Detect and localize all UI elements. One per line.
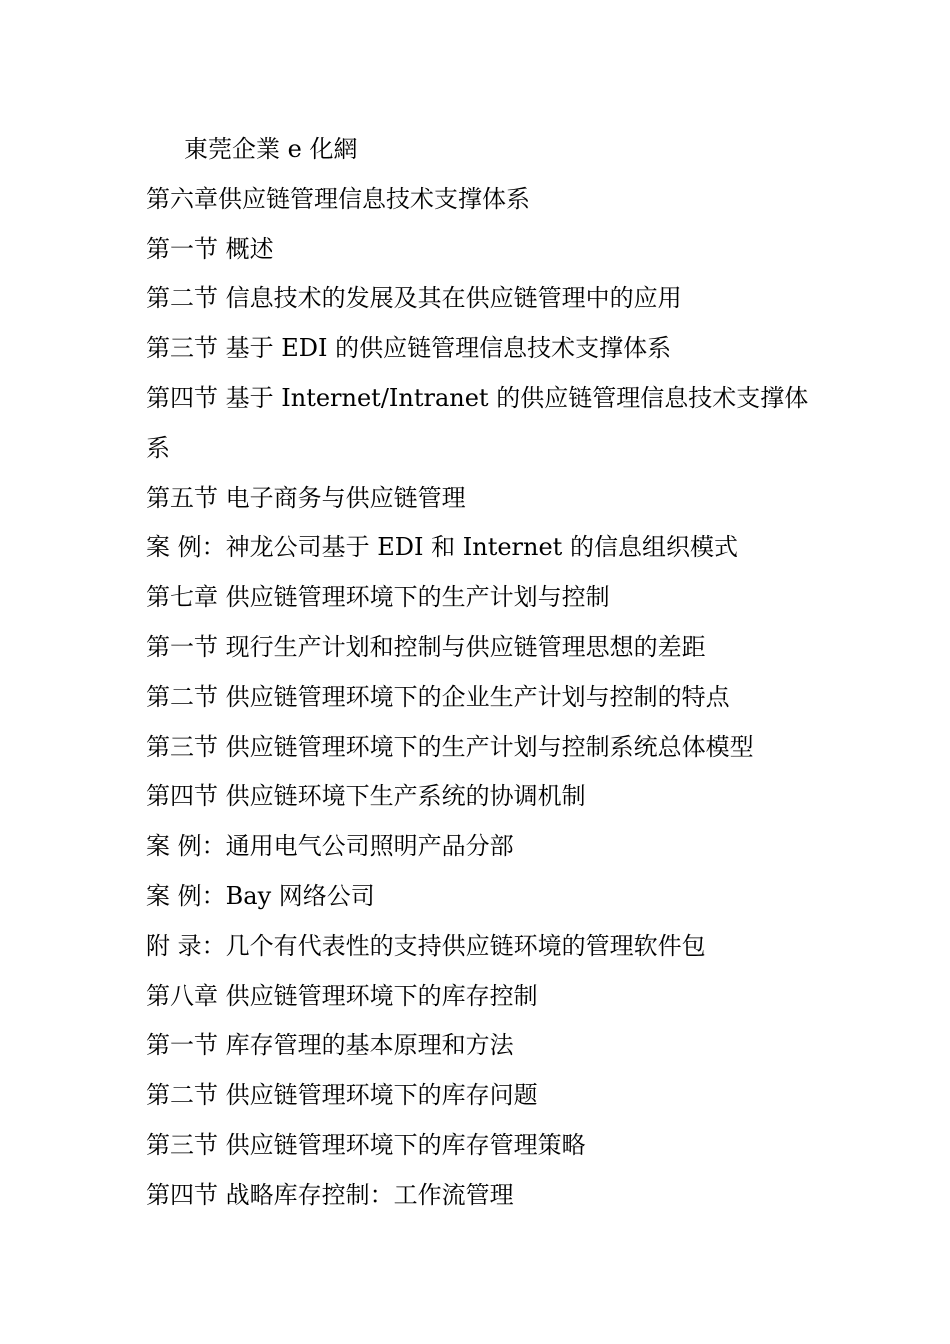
- chapter-6-section-1: 第一节 概述: [146, 234, 274, 263]
- chapter-8-heading: 第八章 供应链管理环境下的库存控制: [146, 981, 538, 1010]
- chapter-7-section-1: 第一节 现行生产计划和控制与供应链管理思想的差距: [146, 632, 706, 661]
- document-body: [146, 125, 826, 1221]
- document-header: 東莞企業 e 化網: [184, 135, 358, 163]
- chapter-8-section-1: 第一节 库存管理的基本原理和方法: [146, 1031, 514, 1060]
- chapter-8-section-3: 第三节 供应链管理环境下的库存管理策略: [146, 1130, 586, 1159]
- chapter-7-appendix: 附 录：几个有代表性的支持供应链环境的管理软件包: [146, 931, 706, 960]
- chapter-7-section-3: 第三节 供应链管理环境下的生产计划与控制系统总体模型: [146, 732, 754, 761]
- chapter-6-section-4: 第四节 基于 Internet/Intranet 的供应链管理信息技术支撑体系: [146, 383, 809, 462]
- chapter-7-case-1: 案 例：通用电气公司照明产品分部: [146, 832, 514, 861]
- chapter-7-case-2: 案 例：Bay 网络公司: [146, 881, 375, 910]
- chapter-6-heading: 第六章供应链管理信息技术支撑体系: [146, 184, 530, 213]
- chapter-6-section-5: 第五节 电子商务与供应链管理: [146, 483, 466, 512]
- chapter-7-section-2: 第二节 供应链管理环境下的企业生产计划与控制的特点: [146, 682, 730, 711]
- chapter-6-case: 案 例：神龙公司基于 EDI 和 Internet 的信息组织模式: [146, 533, 738, 562]
- chapter-6-section-3: 第三节 基于 EDI 的供应链管理信息技术支撑体系: [146, 334, 672, 363]
- chapter-7-section-4: 第四节 供应链环境下生产系统的协调机制: [146, 782, 586, 811]
- chapter-7-heading: 第七章 供应链管理环境下的生产计划与控制: [146, 583, 610, 612]
- chapter-6-section-2: 第二节 信息技术的发展及其在供应链管理中的应用: [146, 284, 682, 313]
- chapter-8-section-4: 第四节 战略库存控制：工作流管理: [146, 1180, 514, 1209]
- chapter-8-section-2: 第二节 供应链管理环境下的库存问题: [146, 1081, 538, 1110]
